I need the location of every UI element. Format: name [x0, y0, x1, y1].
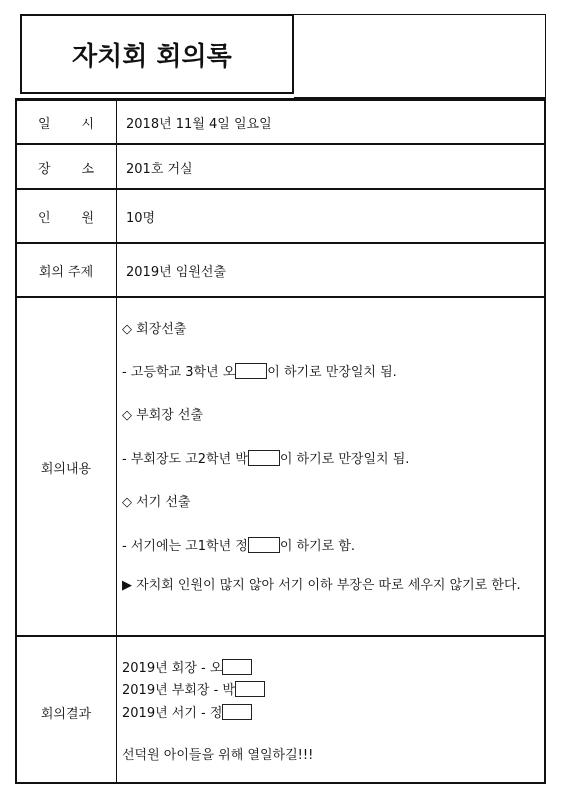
redacted-name-box — [222, 659, 252, 675]
row-divider-4 — [15, 296, 546, 298]
row-label-place-a: 장 — [38, 162, 51, 177]
row-value-date: 2018년 11월 4일 일요일 — [126, 117, 272, 132]
row-label-content: 회의내용 — [40, 462, 92, 477]
redacted-name-box — [235, 363, 267, 379]
redacted-name-box — [222, 704, 252, 720]
minutes-table — [15, 98, 546, 784]
redacted-name-box — [248, 450, 280, 466]
result-line-vice-president — [122, 679, 265, 698]
content-heading-secretary: ◇ 서기 선출 — [122, 495, 191, 510]
row-divider-3 — [15, 242, 546, 244]
row-label-topic: 회의 주제 — [38, 265, 94, 280]
content-line-secretary — [122, 535, 355, 554]
row-label-place-b: 소 — [81, 162, 94, 177]
row-label-place — [16, 158, 116, 177]
content-heading-president: ◇ 회장선출 — [122, 322, 187, 337]
table-column-divider — [116, 98, 117, 784]
result-line-secretary-text: 2019년 서기 - 정 — [122, 706, 223, 721]
result-line-secretary — [122, 702, 252, 721]
result-closing: 선덕원 아이들을 위해 열일하길!!! — [122, 748, 314, 763]
row-value-place: 201호 거실 — [126, 162, 193, 177]
content-line-secretary-before: - 서기에는 고1학년 정 — [122, 539, 248, 554]
row-label-attendees-b: 원 — [81, 211, 94, 226]
row-divider-2 — [15, 188, 546, 190]
blank-header-box — [294, 14, 546, 98]
document-title: 자치회 회의록 — [72, 42, 232, 72]
result-line-vice-president-text: 2019년 부회장 - 박 — [122, 683, 235, 698]
row-label-date — [16, 113, 116, 132]
content-line-vice-president — [122, 448, 409, 467]
row-label-attendees-a: 인 — [38, 211, 51, 226]
content-line-vice-president-after: 이 하기로 만장일치 됨. — [279, 452, 410, 467]
title-box — [20, 14, 294, 94]
row-label-attendees — [16, 207, 116, 226]
row-value-attendees: 10명 — [126, 211, 156, 226]
content-line-president-after: 이 하기로 만장일치 됨. — [267, 365, 397, 380]
content-note: ▶ 자치회 인원이 많지 않아 서기 이하 부장은 따로 세우지 않기로 한다. — [122, 578, 521, 593]
content-line-president-before: - 고등학교 3학년 오 — [122, 365, 236, 380]
content-line-secretary-after: 이 하기로 함. — [279, 539, 356, 554]
content-heading-vice-president: ◇ 부회장 선출 — [122, 408, 204, 423]
row-divider-1 — [15, 143, 546, 145]
row-label-date-b: 시 — [81, 117, 94, 132]
row-label-result: 회의결과 — [40, 707, 92, 722]
row-value-topic: 2019년 임원선출 — [126, 265, 227, 280]
redacted-name-box — [248, 537, 280, 553]
content-line-vice-president-before: - 부회장도 고2학년 박 — [122, 452, 248, 467]
result-line-president-text: 2019년 회장 - 오 — [122, 661, 223, 676]
redacted-name-box — [235, 681, 265, 697]
row-divider-5 — [15, 635, 546, 637]
row-label-date-a: 일 — [38, 117, 51, 132]
content-line-president — [122, 361, 397, 380]
result-line-president — [122, 657, 252, 676]
